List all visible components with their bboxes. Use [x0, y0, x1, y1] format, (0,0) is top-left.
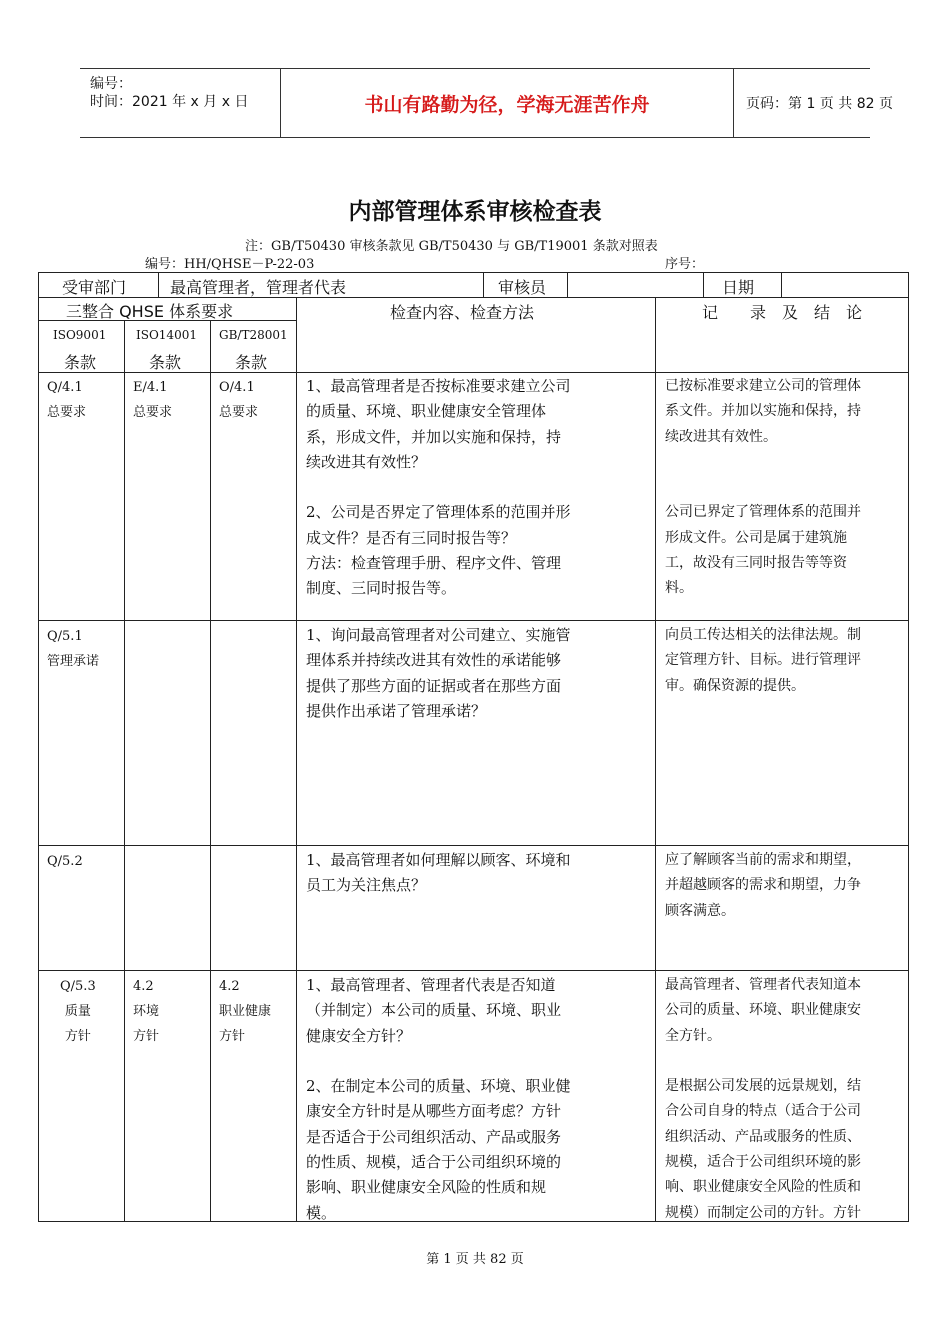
document-title: 内部管理体系审核检查表 — [348, 199, 602, 225]
table-rule — [655, 297, 656, 1221]
table-rule — [781, 272, 782, 297]
record-conclusion: 应了解顾客当前的需求和期望， 并超越顾客的需求和期望，力争 顾客满意。 — [665, 852, 861, 919]
header-meta — [80, 69, 280, 137]
std-iso14001: ISO14001 — [136, 328, 197, 342]
record-label: 记 录 及 结 论 — [702, 303, 863, 322]
std-iso9001: ISO9001 — [53, 328, 107, 342]
table-rule — [38, 970, 909, 971]
clause-q: Q/4.1 总要求 — [47, 380, 87, 420]
table-rule — [908, 272, 909, 1222]
clause-label: 条款 — [235, 353, 268, 372]
auditor-label: 审核员 — [498, 278, 547, 297]
clause-q: Q/5.1 管理承诺 — [47, 629, 100, 669]
table-rule — [38, 620, 909, 621]
std-gbt28001: GB/T28001 — [219, 328, 288, 342]
date-label: 日期 — [722, 278, 755, 297]
table-rule — [38, 845, 909, 846]
table-rule — [38, 272, 39, 1222]
clause-label: 条款 — [64, 353, 97, 372]
table-rule — [703, 272, 704, 297]
clause-label: 条款 — [149, 353, 182, 372]
document-code: 编号：HH/QHSE－P-22-03 — [145, 257, 315, 272]
clause-q: Q/5.2 — [47, 854, 83, 869]
clause-o: 4.2 职业健康 方针 — [219, 979, 272, 1044]
table-rule — [483, 272, 484, 297]
method-label: 检查内容、检查方法 — [390, 303, 535, 322]
clause-o: O/4.1 总要求 — [219, 380, 259, 420]
table-rule — [124, 320, 125, 1221]
record-conclusion: 已按标准要求建立公司的管理体 系文件。并加以实施和保持，持 续改进其有效性。 公司已界定了管理体系的范围并 形成文件。公司是属于建筑施 工，故没有三同时报告等等资 料。 — [665, 378, 861, 597]
clause-q: Q/5.3 质量 方针 — [60, 979, 96, 1044]
page-footer: 第 1 页 共 82 页 — [426, 1252, 524, 1267]
table-rule — [38, 297, 909, 298]
dept-value: 最高管理者，管理者代表 — [170, 278, 347, 297]
page-info: 页码：第 1 页 共 82 页 — [746, 96, 893, 112]
document-note: 注：GB/T50430 审核条款见 GB/T50430 与 GB/T19001 条款对照表 — [245, 239, 658, 254]
page-header — [80, 68, 893, 138]
clause-e: E/4.1 总要求 — [133, 380, 173, 420]
record-conclusion: 向员工传达相关的法律法规。制 定管理方针、目标。进行管理评 审。确保资源的提供。 — [665, 627, 861, 694]
table-rule — [296, 297, 297, 1221]
motto: 书山有路勤为径，学海无涯苦作舟 — [280, 69, 734, 137]
clause-e: 4.2 环境 方针 — [133, 979, 160, 1044]
sequence-label: 序号： — [665, 257, 705, 272]
check-content: 1、最高管理者是否按标准要求建立公司 的质量、环境、职业健康安全管理体 系，形成文件，并加以实施和保持，持 续改进其有效性？ 2、公司是否界定了管理体系的范围并形 成文件？是否有三同时报告等？ 方法：检查管理手册、程序文件、管理 制度、三同时报告等。 — [306, 377, 571, 598]
table-rule — [38, 272, 909, 273]
dept-label: 受审部门 — [62, 278, 127, 297]
time-label: 时间：2021 年 x 月 x 日 — [90, 94, 249, 110]
check-content: 1、最高管理者、管理者代表是否知道 （并制定）本公司的质量、环境、职业 健康安全方针？ 2、在制定本公司的质量、环境、职业健 康安全方针时是从哪些方面考虑？方针 是否适合于公司组织活动、产品或服务 的性质、规模，适合于公司组织环境的 影响、职业健康安全风险的性质和规 模。 — [306, 976, 571, 1222]
check-content: 1、最高管理者如何理解以顾客、环境和 员工为关注焦点？ — [306, 851, 571, 895]
number-label: 编号： — [90, 76, 132, 92]
table-rule — [158, 272, 159, 297]
requirements-label: 三整合 QHSE 体系要求 — [66, 302, 234, 321]
record-conclusion: 最高管理者、管理者代表知道本 公司的质量、环境、职业健康安 全方针。 是根据公司发展的远景规划，结 合公司自身的特点（适合于公司 组织活动、产品或服务的性质、 规模，适合于公司组织环境的影 响、职业健康安全风险的性质和 规模）而制定公司的方针。方针 — [665, 977, 861, 1221]
table-rule — [567, 272, 568, 297]
check-content: 1、询问最高管理者对公司建立、实施管 理体系并持续改进其有效性的承诺能够 提供了那些方面的证据或者在那些方面 提供作出承诺了管理承诺？ — [306, 626, 571, 720]
table-rule — [210, 320, 211, 1221]
